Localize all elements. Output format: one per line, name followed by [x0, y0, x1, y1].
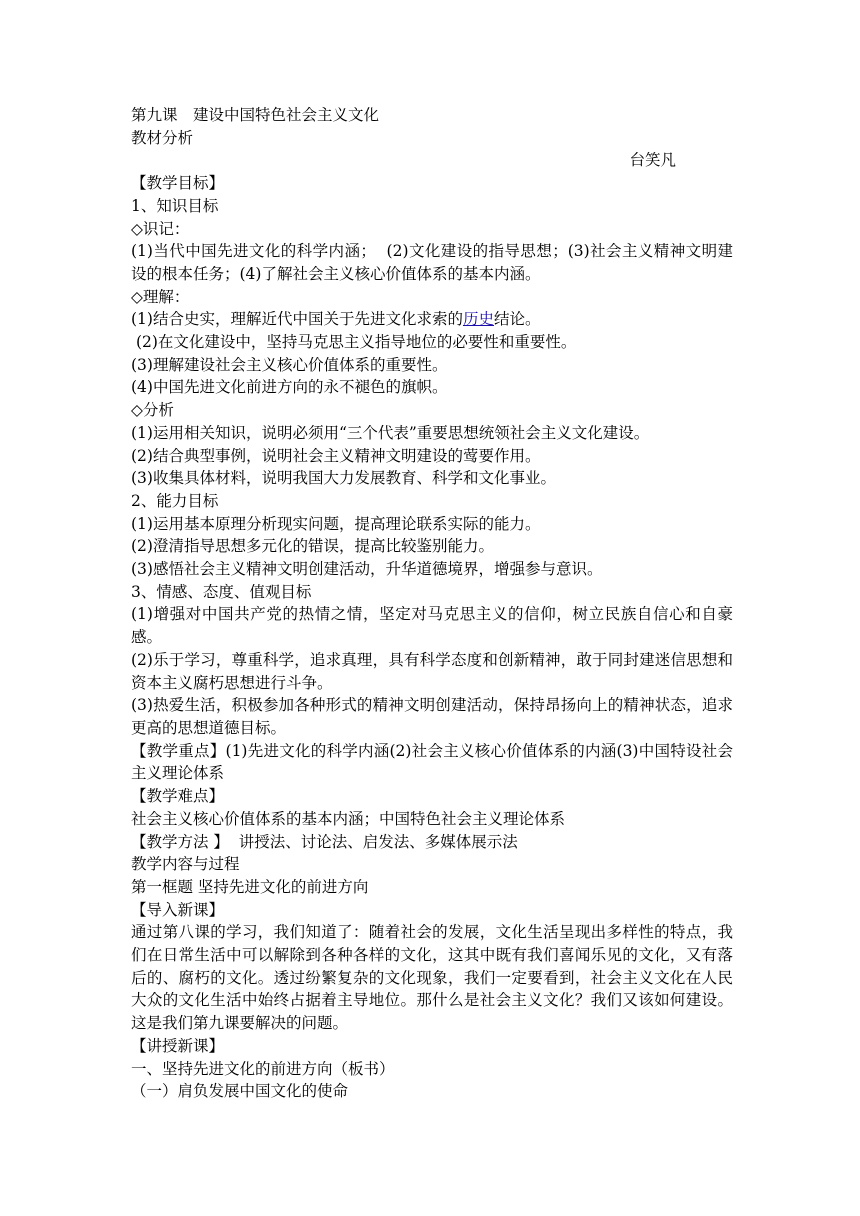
teach-heading: 【讲授新课】	[131, 1036, 225, 1055]
understand-item-3: (3)理解建设社会主义核心价值体系的重要性。	[131, 355, 448, 374]
difficulty-heading: 【教学难点】	[131, 787, 225, 806]
recall-text: (1)当代中国先进文化的科学内涵； (2)文化建设的指导思想；(3)社会主义精神文明建设的根本任务；(4)了解社会主义核心价值体系的基本内涵。	[131, 242, 733, 283]
author-name: 台笑凡	[629, 151, 676, 170]
knowledge-goals-heading: 1、知识目标	[131, 196, 219, 215]
ability-item-2: (2)澄清指导思想多元化的错误，提高比较鉴别能力。	[131, 537, 494, 556]
ability-goals-heading: 2、能力目标	[131, 491, 219, 510]
recall-heading: ◇识记：	[131, 219, 190, 238]
emotion-goals-heading: 3、情感、态度、值观目标	[131, 582, 312, 601]
understand-item-4: (4)中国先进文化前进方向的永不褪色的旗帜。	[131, 378, 448, 397]
intro-heading: 【导入新课】	[131, 900, 225, 919]
section-1-1-heading: （一）肩负发展中国文化的使命	[131, 1082, 349, 1101]
teaching-methods: 【教学方法 】 讲授法、讨论法、启发法、多媒体展示法	[131, 832, 518, 851]
intro-text: 通过第八课的学习，我们知道了：随着社会的发展，文化生活呈现出多样性的特点，我们在日常生活中可以解除到各种各样的文化，这其中既有我们喜闻乐见的文化，又有落后的、腐朽的文化。透过纷繁复杂的文化现象，我们一定要看到，社会主义文化在人民大众的文化生活中始终占据着主导地位。那什么是社会主义文化？我们又该如何建设。这是我们第九课要解决的问题。	[131, 923, 733, 1033]
understand-heading: ◇理解：	[131, 287, 190, 306]
emotion-item-2: (2)乐于学习，尊重科学，追求真理，具有科学态度和创新精神，敢于同封建迷信思想和资本主义腐朽思想进行斗争。	[131, 650, 733, 692]
ability-item-3: (3)感悟社会主义精神文明创建活动，升华道德境界，增强参与意识。	[131, 560, 603, 579]
document-body	[131, 104, 733, 1103]
analyze-item-2: (2)结合典型事例，说明社会主义精神文明建设的莺要作用。	[131, 446, 541, 465]
ability-item-1: (1)运用基本原理分析现实问题，提高理论联系实际的能力。	[131, 514, 541, 533]
analyze-item-3: (3)收集具体材料，说明我国大力发展教育、科学和文化事业。	[131, 469, 556, 488]
process-heading: 教学内容与过程	[131, 855, 240, 874]
understand-item-1-text-a: (1)结合史实，理解近代中国关于先进文化求索的	[131, 310, 463, 329]
teaching-focus: 【教学重点】(1)先进文化的科学内涵(2)社会主义核心价值体系的内涵(3)中国特设社会主义理论体系	[131, 741, 733, 783]
emotion-item-1: (1)增强对中国共产党的热情之情，坚定对马克思主义的信仰，树立民族自信心和自豪感。	[131, 605, 733, 647]
understand-item-2: (2)在文化建设中，坚持马克思主义指导地位的必要性和重要性。	[131, 333, 577, 352]
understand-item-1-text-b: 结论。	[493, 310, 541, 329]
lesson-title: 第九课 建设中国特色社会主义文化	[131, 106, 380, 124]
analyze-item-1: (1)运用相关知识，说明必须用“三个代表”重要思想统领社会主义文化建设。	[131, 423, 650, 442]
difficulty-text: 社会主义核心价值体系的基本内涵；中国特色社会主义理论体系	[131, 809, 566, 828]
analyze-heading: ◇分析	[131, 401, 174, 420]
emotion-item-3: (3)热爱生活，积极参加各种形式的精神文明创建活动，保持昂扬向上的精神状态，追求更高的思想道德目标。	[131, 696, 733, 737]
history-link[interactable]: 历史	[462, 310, 494, 329]
goals-heading: 【教学目标】	[131, 174, 225, 193]
frame-title: 第一框题 坚持先进文化的前进方向	[131, 877, 369, 896]
understand-item-1	[131, 308, 733, 331]
lesson-subtitle: 教材分析	[131, 128, 194, 147]
section-1-heading: 一、坚持先进文化的前进方向（板书）	[131, 1059, 395, 1078]
